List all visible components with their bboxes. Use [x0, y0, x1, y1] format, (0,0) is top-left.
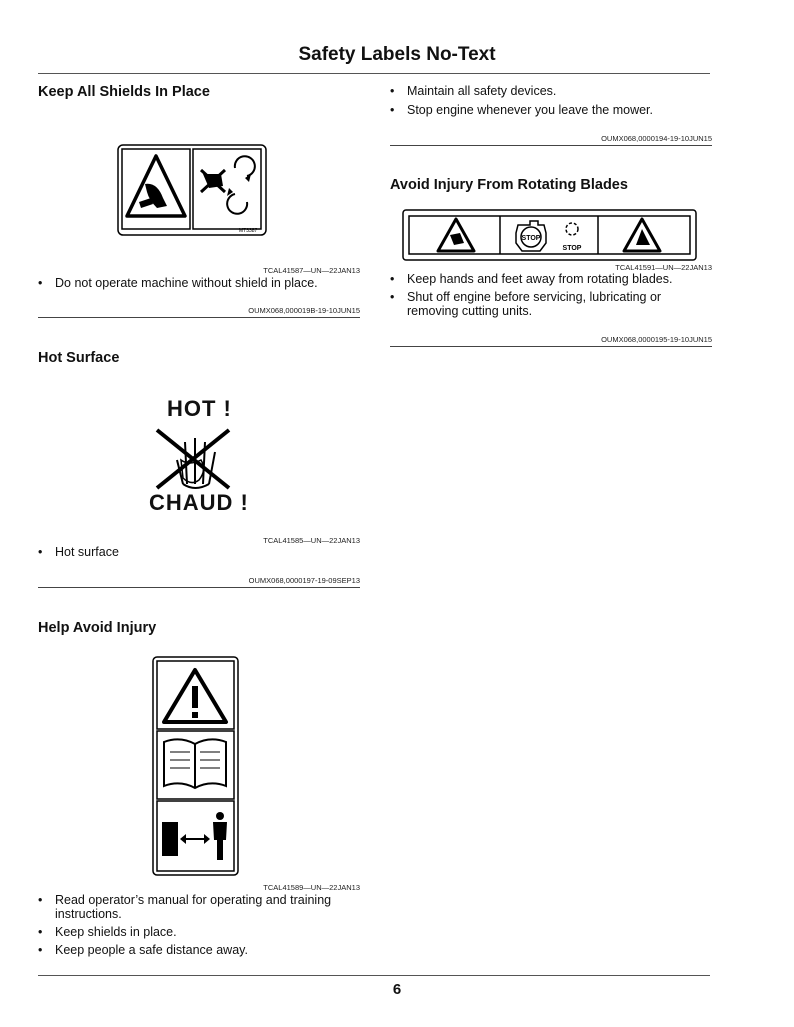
- blades-reference-code: OUMX068,0000195-19-10JUN15: [601, 335, 712, 344]
- hot-reference-code: OUMX068,0000197-19-09SEP13: [248, 576, 360, 585]
- hot-text: HOT !: [167, 396, 232, 421]
- bullet-text: Keep hands and feet away from rotating blades.: [407, 272, 673, 286]
- page-title: Safety Labels No-Text: [298, 44, 496, 65]
- blades-figure-caption: TCAL41591—UN—22JAN13: [615, 263, 712, 272]
- bullet-text: instructions.: [55, 907, 122, 921]
- section-divider: [38, 587, 360, 588]
- hot-figure-caption: TCAL41585—UN—22JAN13: [263, 536, 360, 545]
- bullet-text: Keep people a safe distance away.: [55, 943, 248, 957]
- shield-figure-caption: TCAL41587—UN—22JAN13: [263, 266, 360, 275]
- stop-text-1: STOP: [521, 235, 541, 242]
- page-number: 6: [392, 981, 402, 998]
- shield-safety-label: [117, 144, 267, 236]
- title-divider: [38, 73, 710, 74]
- book-icon: [164, 739, 226, 788]
- shield-reference-code: OUMX068,000019B-19-10JUN15: [248, 306, 360, 315]
- bullet-text: Hot surface: [55, 545, 119, 559]
- footer-divider: [38, 975, 710, 976]
- section-divider: [390, 346, 712, 347]
- chaud-text: CHAUD !: [149, 490, 249, 515]
- section-heading-avoid-injury: Help Avoid Injury: [38, 620, 157, 636]
- bullet-text: Shut off engine before servicing, lubricating or: [407, 290, 662, 304]
- section-divider: [38, 317, 360, 318]
- section-heading-hot-surface: Hot Surface: [38, 350, 120, 366]
- section-heading-rotating-blades: Avoid Injury From Rotating Blades: [390, 177, 628, 193]
- hot-surface-label: [145, 396, 255, 520]
- hand-crossed-icon: [153, 426, 233, 492]
- stop-text-2: STOP: [562, 245, 582, 252]
- bullet-text: removing cutting units.: [407, 304, 533, 318]
- section-heading-shields: Keep All Shields In Place: [38, 84, 210, 100]
- bullet-text: Stop engine whenever you leave the mower.: [407, 103, 653, 117]
- bullet-text: Keep shields in place.: [55, 925, 177, 939]
- rotating-blades-label: [402, 209, 697, 261]
- avoid-injury-label: [152, 656, 239, 876]
- injury-figure-caption: TCAL41589—UN—22JAN13: [263, 883, 360, 892]
- section-divider: [390, 145, 712, 146]
- bullet-text: Read operator’s manual for operating and training: [55, 893, 332, 907]
- shield-label-code: MT3387: [239, 228, 258, 234]
- bullet-text: Do not operate machine without shield in place.: [55, 276, 318, 290]
- bullet-text: Maintain all safety devices.: [407, 84, 557, 98]
- top-reference-code: OUMX068,0000194-19-10JUN15: [601, 134, 712, 143]
